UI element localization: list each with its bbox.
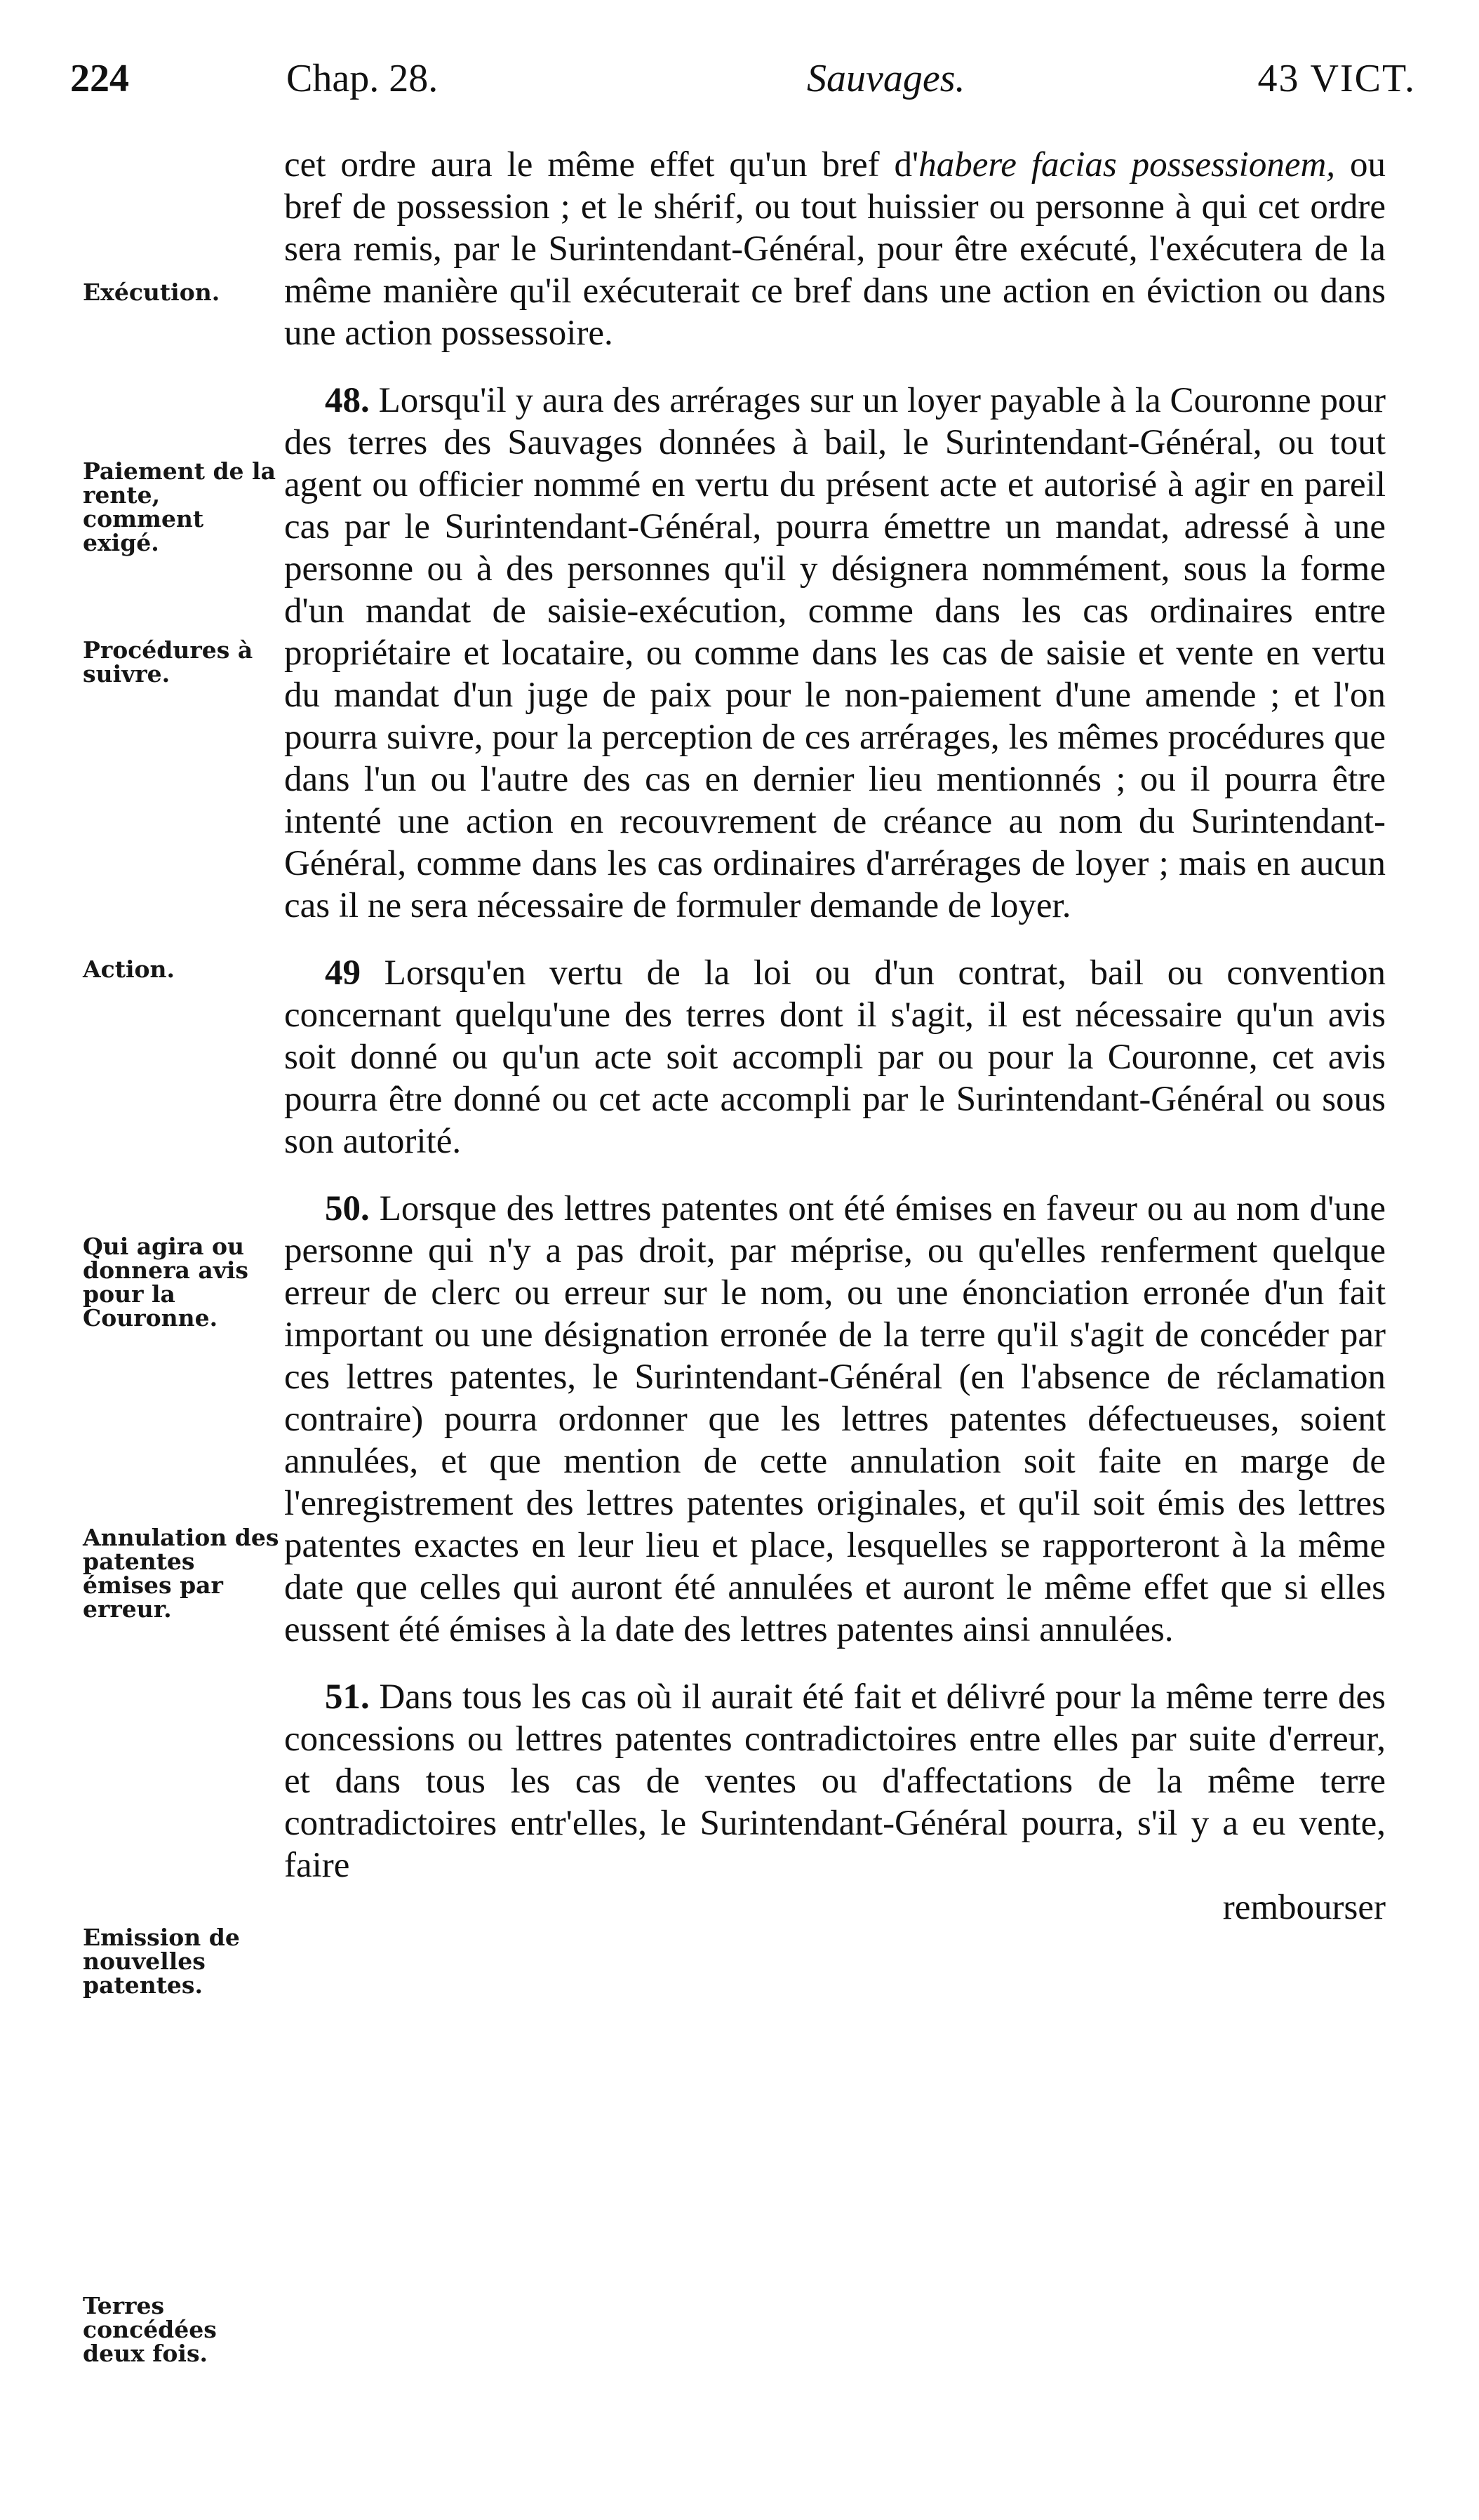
running-title: Sauvages. <box>807 57 965 100</box>
page-number: 224 <box>70 57 129 100</box>
sidenote-terres: Terres concédées deux fois. <box>83 2292 217 2367</box>
section-50: 50. Lorsque des lettres patentes ont été émises en faveur ou au nom d'une personne qui n'y a pas droit, par méprise, ou qu'elles renferment quelque erreur de clerc ou erreur sur le nom, ou une énonciation erronée d'un fait important ou une désignation erronée de la terre qu'il s'agit de concéder par ces lettres patentes, le Surintendant-Général (en l'absence de réclamation contraire) pourra ordonner que les lettres patentes défectueuses, soient annulées, et que mention de cette annulation soit faite en marge de l'enregistrement des lettres patentes originales, et qu'il soit émis des lettres patentes exactes en leur lieu et place, lesquelles se rapporteront à la même date que celles qui auront été annulées et auront le même effet que si elles eussent été émises à la date des lettres patentes ainsi annulées. <box>284 1189 1386 1649</box>
section-number: 50. <box>325 1189 370 1228</box>
sidenote-procedures: Procédures à suivre. <box>83 636 253 688</box>
section-51: 51. Dans tous les cas où il aurait été fait et délivré pour la même terre des concessions ou lettres patentes contradictoires entre elles par suite d'erreur, et dans tous les cas de ventes ou d'affectations de la même terre contradictoires entr'elles, le Surintendant-Général pourra, s'il y a eu vente, faire <box>284 1677 1386 1885</box>
running-header <box>70 56 1416 112</box>
sidenote-paiement: Paiement de la rente, comment exigé. <box>83 457 276 556</box>
paragraph-continuation: cet ordre aura le même effet qu'un bref d'habere facias possessionem, ou bref de possession ; et le shérif, ou tout huissier ou personne à qui cet ordre sera remis, par le Surintendant-Général, pour être exécuté, l'exécutera de la même manière qu'il exécuterait ce bref dans une action en éviction ou dans une action possessoire. <box>284 145 1386 353</box>
sidenote-action: Action. <box>83 956 175 983</box>
section-48: 48. Lorsqu'il y aura des arrérages sur un loyer payable à la Couronne pour des terres des Sauvages données à bail, le Surintendant-Général, ou tout agent ou officier nommé en vertu du présent acte et autorisé à agir en pareil cas par le Surintendant-Général, pourra émettre un mandat, adressé à une personne ou à des personnes qu'il y désignera nommément, sous la forme d'un mandat de saisie-exécution, comme dans les cas ordinaires entre propriétaire et locataire, ou comme dans les cas de saisie et vente en vertu du mandat d'un juge de paix pour le non-paiement d'une amende ; et l'on pourra suivre, pour la perception de ces arrérages, les mêmes procédures que dans l'un ou l'autre des cas en dernier lieu mentionnés ; ou il pourra être intenté une action en recouvrement de créance au nom du Surintendant-Général, comme dans les cas ordinaires d'arrérages de loyer ; mais en aucun cas il ne sera nécessaire de formuler demande de loyer. <box>284 381 1386 925</box>
body-text <box>284 144 1386 1929</box>
catchword: rembourser <box>1222 1888 1386 1927</box>
sidenote-execution: Exécution. <box>83 279 220 306</box>
section-number: 51. <box>325 1677 370 1717</box>
sidenote-qui-agira: Qui agira ou donnera avis pour la Couronne. <box>83 1233 248 1332</box>
section-number: 49 <box>325 953 361 993</box>
sidenote-emission: Emission de nouvelles patentes. <box>83 1924 240 1999</box>
chapter-label: Chap. 28. <box>286 57 439 100</box>
section-49: 49 Lorsqu'en vertu de la loi ou d'un contrat, bail ou convention concernant quelqu'une des terres dont il s'agit, il est nécessaire qu'un avis soit donné ou qu'un acte soit accompli par ou pour la Couronne, cet avis pourra être donné ou cet acte accompli par le Surintendant-Général ou sous son autorité. <box>284 953 1386 1161</box>
regnal-year: 43 VICT. <box>1257 57 1416 100</box>
latin-phrase: habere facias possessionem, <box>918 145 1336 185</box>
section-number: 48. <box>325 381 370 420</box>
sidenote-annulation: Annulation des patentes émises par erreur. <box>83 1524 279 1623</box>
